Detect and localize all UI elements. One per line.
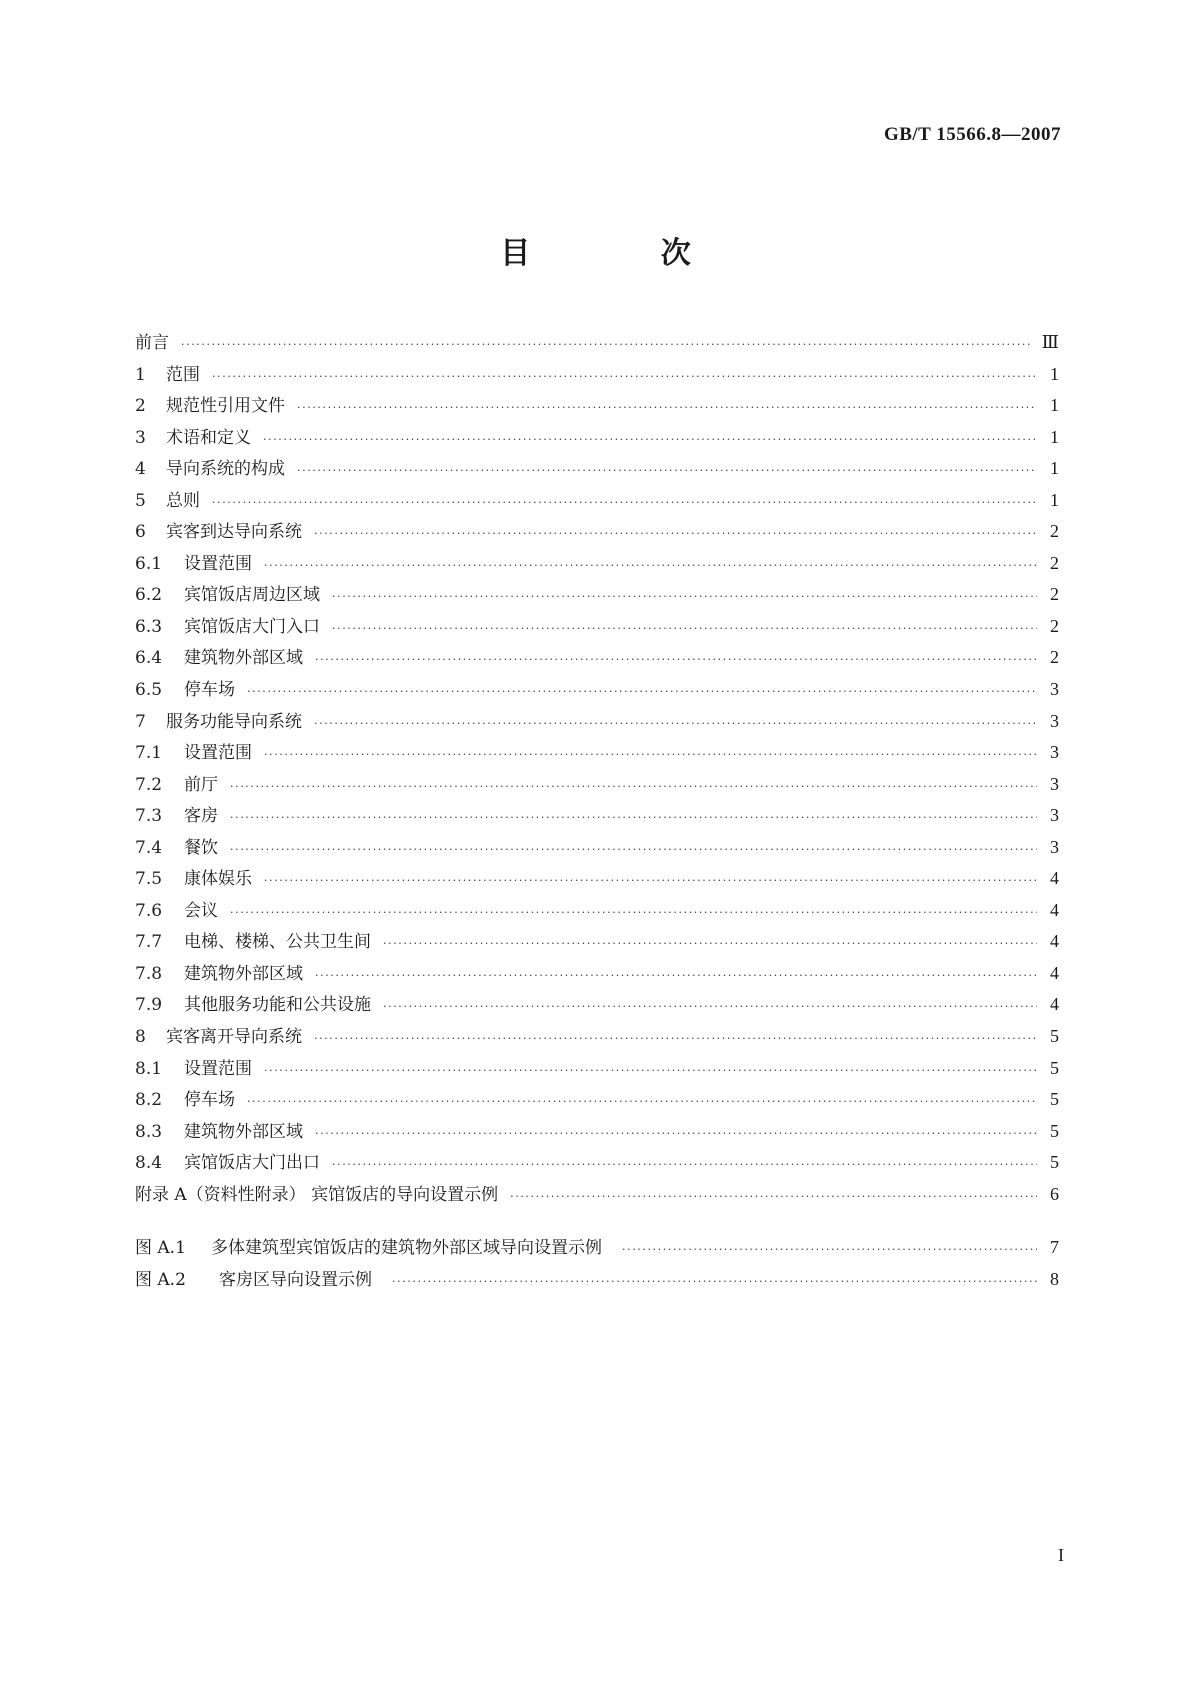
toc-entry-page: 6 [1050,1183,1059,1204]
toc-entry[interactable] [135,1116,1059,1148]
dot-leader [212,487,1037,519]
figure-entry-label: 客房区导向设置示例 [219,1269,372,1290]
toc-entry[interactable] [135,1179,1059,1211]
toc-entry-label: 建筑物外部区域 [184,963,303,984]
toc-entry-page: 5 [1050,1120,1059,1141]
dot-leader [314,708,1037,740]
toc-entry[interactable] [135,485,1059,517]
dot-leader [510,1181,1037,1213]
toc-entry-label: 建筑物外部区域 [184,648,303,669]
dot-leader [315,1118,1037,1150]
toc-entry[interactable] [135,769,1059,801]
page-title: 目 次 [500,236,751,271]
figure-entry[interactable] [135,1232,1059,1264]
toc-entry-page: 5 [1050,1057,1059,1078]
page-number: I [1058,1545,1064,1565]
toc-entry-page: 5 [1050,1089,1059,1110]
figure-entry-page: 8 [1050,1268,1059,1289]
toc-entry-label: 停车场 [184,680,235,701]
figure-list [135,1232,1059,1295]
figure-entry-number: 图 A.2 [135,1269,186,1290]
toc-entry[interactable] [135,926,1059,958]
toc-entry[interactable] [135,453,1059,485]
figure-entry-number: 图 A.1 [135,1238,186,1258]
toc-entry-page: 1 [1050,426,1059,447]
dot-leader [315,644,1037,676]
dot-leader [212,361,1037,393]
toc-entry-number: 6.3 [135,616,163,637]
toc-entry-label: 康体娱乐 [184,869,252,890]
toc-entry-label: 设置范围 [184,743,252,764]
dot-leader [264,865,1037,897]
toc-entry-page: 3 [1050,773,1059,794]
toc-entry-label: 导向系统的构成 [166,459,285,480]
toc-entry-number: 7.1 [135,743,163,764]
dot-leader [264,1055,1037,1087]
dot-leader [315,960,1037,992]
toc-entry[interactable] [135,863,1059,895]
toc-entry-page: 4 [1050,994,1059,1015]
toc-entry-label: 服务功能导向系统 [166,711,302,732]
toc-entry-label: 电梯、楼梯、公共卫生间 [184,932,371,953]
toc-entry[interactable] [135,548,1059,580]
toc-entry-label: 会议 [184,900,218,921]
toc-entry[interactable] [135,1084,1059,1116]
toc-entry-page: 2 [1050,615,1059,636]
toc-entry-number: 6.4 [135,648,163,669]
toc-entry-number: 7.7 [135,932,163,953]
figure-entry-label: 多体建筑型宾馆饭店的建筑物外部区域导向设置示例 [211,1238,602,1258]
toc-entry-page: 1 [1050,363,1059,384]
toc-entry[interactable] [135,611,1059,643]
toc-entry-page: 2 [1050,521,1059,542]
toc-entry[interactable] [135,989,1059,1021]
toc-entry-label: 其他服务功能和公共设施 [184,995,371,1016]
standard-code: GB/T 15566.8—2007 [883,124,1061,145]
toc-entry-label: 设置范围 [184,1058,252,1079]
toc-entry-label: 宾馆饭店周边区域 [184,585,320,606]
dot-leader [314,518,1037,550]
toc-entry[interactable] [135,958,1059,990]
toc-entry-number: 8 [135,1027,146,1048]
dot-leader [247,1086,1037,1118]
toc-entry-number: 8.4 [135,1153,163,1174]
toc-entry-page: 5 [1050,1026,1059,1047]
toc-entry-label: 建筑物外部区域 [184,1121,303,1142]
toc-entry-number: 6.1 [135,553,163,574]
toc-entry-label: 客房 [184,806,218,827]
dot-leader [230,834,1037,866]
toc-entry-number: 7.5 [135,869,163,890]
toc-entry-label: 规范性引用文件 [166,396,285,417]
toc-entry-page: 3 [1050,742,1059,763]
toc-entry-number: 4 [135,459,146,480]
dot-leader [264,550,1037,582]
toc-entry-label: 宾馆饭店大门出口 [184,1153,320,1174]
toc-entry-number: 7.8 [135,963,163,984]
toc-entry-label: 停车场 [184,1090,235,1111]
dot-leader [383,991,1037,1023]
toc-entry[interactable] [135,832,1059,864]
dot-leader [263,424,1037,456]
toc-entry-page: 3 [1050,710,1059,731]
toc-entry-number: 5 [135,490,146,511]
toc-entry-label: 餐饮 [184,837,218,858]
toc-entry-page: Ⅲ [1041,332,1059,352]
toc-entry-label: 宾馆饭店大门入口 [184,616,320,637]
toc-entry-number: 7 [135,711,146,732]
dot-leader [383,928,1037,960]
toc-entry-page: 4 [1050,931,1059,952]
dot-leader [297,455,1037,487]
toc-entry-number: 1 [135,364,146,385]
toc-entry-label: 宾客到达导向系统 [166,522,302,543]
dot-leader [392,1266,1037,1298]
toc-entry-number: 6 [135,522,146,543]
dot-leader [230,771,1037,803]
toc-entry[interactable] [135,359,1059,391]
toc-entry-number: 6.2 [135,585,163,606]
dot-leader [297,392,1037,424]
toc-entry-number: 6.5 [135,680,163,701]
toc-entry-page: 1 [1050,395,1059,416]
toc-entry-page: 3 [1050,836,1059,857]
table-of-contents [135,327,1059,1210]
dot-leader [332,581,1037,613]
toc-entry-page: 3 [1050,679,1059,700]
toc-entry-label: 宾客离开导向系统 [166,1027,302,1048]
toc-entry[interactable] [135,516,1059,548]
toc-entry-number: 2 [135,396,146,417]
dot-leader [181,329,1032,361]
toc-entry[interactable] [135,1053,1059,1085]
dot-leader [332,1149,1037,1181]
toc-entry-number: 8.2 [135,1090,163,1111]
toc-entry[interactable] [135,579,1059,611]
toc-entry[interactable] [135,674,1059,706]
toc-entry[interactable] [135,422,1059,454]
toc-entry-label: 前厅 [184,774,218,795]
toc-entry[interactable] [135,706,1059,738]
toc-entry-page: 2 [1050,647,1059,668]
toc-entry-number: 8.3 [135,1121,163,1142]
toc-entry-page: 2 [1050,584,1059,605]
toc-entry-label: 术语和定义 [166,427,251,448]
toc-entry-label: 前言 [135,333,169,353]
toc-entry[interactable] [135,895,1059,927]
toc-entry-page: 4 [1050,868,1059,889]
toc-entry[interactable] [135,390,1059,422]
toc-entry-page: 2 [1050,552,1059,573]
toc-entry-page: 1 [1050,458,1059,479]
toc-entry[interactable] [135,1147,1059,1179]
toc-entry-page: 5 [1050,1152,1059,1173]
toc-entry-number: 7.2 [135,774,163,795]
toc-entry-page: 3 [1050,805,1059,826]
dot-leader [230,802,1037,834]
toc-entry-number: 8.1 [135,1058,163,1079]
toc-entry[interactable] [135,642,1059,674]
dot-leader [230,897,1037,929]
figure-entry-page: 7 [1050,1237,1059,1257]
toc-entry-label: 范围 [166,364,200,385]
toc-entry-page: 1 [1050,489,1059,510]
dot-leader [314,1023,1037,1055]
toc-entry[interactable] [135,800,1059,832]
toc-entry[interactable] [135,737,1059,769]
dot-leader [264,739,1037,771]
toc-entry-number: 7.9 [135,995,163,1016]
dot-leader [332,613,1037,645]
dot-leader [622,1234,1037,1266]
toc-entry-label: 设置范围 [184,553,252,574]
toc-entry-number: 7.4 [135,837,163,858]
toc-entry-label: 总则 [166,490,200,511]
figure-entry[interactable] [135,1264,1059,1296]
toc-entry-number: 3 [135,427,146,448]
toc-entry-page: 4 [1050,899,1059,920]
toc-entry-number: 7.6 [135,900,163,921]
toc-entry[interactable] [135,327,1059,359]
toc-entry-page: 4 [1050,962,1059,983]
toc-entry-label: 附录 A（资料性附录） 宾馆饭店的导向设置示例 [135,1184,499,1205]
dot-leader [247,676,1037,708]
toc-entry[interactable] [135,1021,1059,1053]
toc-entry-number: 7.3 [135,806,163,827]
